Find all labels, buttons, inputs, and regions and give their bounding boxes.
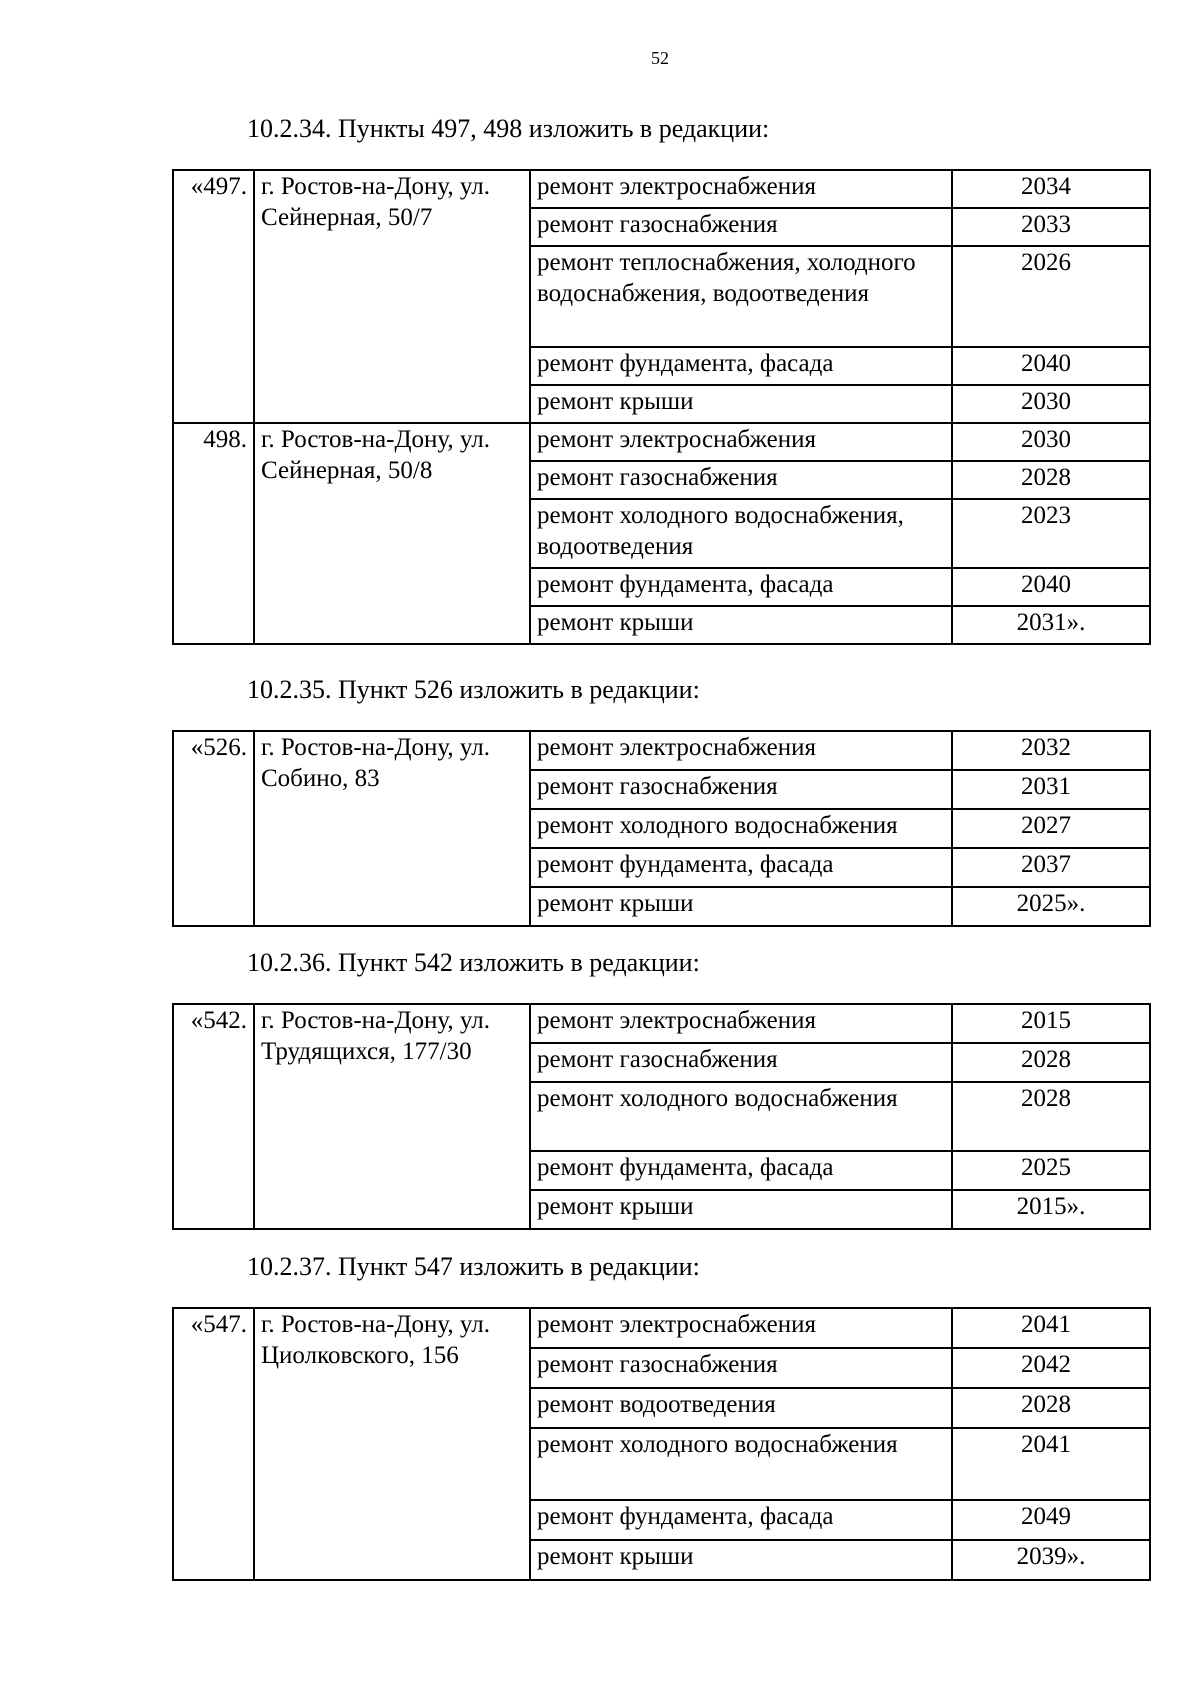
work-type: ремонт фундамента, фасада: [530, 568, 952, 606]
work-type: ремонт электроснабжения: [530, 170, 952, 208]
item-number: «526.: [173, 731, 254, 926]
work-type: ремонт фундамента, фасада: [530, 347, 952, 385]
item-address: г. Ростов-на-Дону, ул. Трудящихся, 177/30: [254, 1004, 530, 1229]
work-year: 2015».: [952, 1190, 1150, 1229]
work-type: ремонт газоснабжения: [530, 770, 952, 809]
work-year: 2030: [952, 423, 1150, 461]
work-year: 2028: [952, 1388, 1150, 1428]
work-year: 2023: [952, 499, 1150, 568]
item-number: «497.: [173, 170, 254, 423]
section-table: [172, 1307, 1151, 1581]
work-year: 2037: [952, 848, 1150, 887]
work-type: ремонт электроснабжения: [530, 423, 952, 461]
work-type: ремонт крыши: [530, 887, 952, 926]
work-type: ремонт теплоснабжения, холодного водоснабжения, водоотведения: [530, 246, 952, 347]
work-type: ремонт холодного водоснабжения: [530, 1428, 952, 1500]
work-type: ремонт газоснабжения: [530, 1348, 952, 1388]
item-number: «542.: [173, 1004, 254, 1229]
section-heading: 10.2.34. Пункты 497, 498 изложить в редакции:: [247, 114, 770, 143]
item-number: «547.: [173, 1308, 254, 1580]
item-address: г. Ростов-на-Дону, ул. Циолковского, 156: [254, 1308, 530, 1580]
work-type: ремонт электроснабжения: [530, 731, 952, 770]
work-type: ремонт электроснабжения: [530, 1004, 952, 1043]
section-table: [172, 1003, 1151, 1230]
work-type: ремонт холодного водоснабжения, водоотведения: [530, 499, 952, 568]
work-year: 2032: [952, 731, 1150, 770]
work-year: 2025: [952, 1151, 1150, 1190]
item-address: г. Ростов-на-Дону, ул. Собино, 83: [254, 731, 530, 926]
section-table: [172, 169, 1151, 645]
work-year: 2025».: [952, 887, 1150, 926]
work-type: ремонт фундамента, фасада: [530, 1151, 952, 1190]
table-row: [173, 170, 1150, 208]
work-type: ремонт крыши: [530, 606, 952, 644]
work-year: 2027: [952, 809, 1150, 848]
work-type: ремонт электроснабжения: [530, 1308, 952, 1348]
work-year: 2049: [952, 1500, 1150, 1540]
work-type: ремонт водоотведения: [530, 1388, 952, 1428]
work-year: 2026: [952, 246, 1150, 347]
item-address: г. Ростов-на-Дону, ул. Сейнерная, 50/8: [254, 423, 530, 644]
work-year: 2015: [952, 1004, 1150, 1043]
work-year: 2041: [952, 1308, 1150, 1348]
table-row: [173, 1004, 1150, 1043]
table-row: [173, 423, 1150, 461]
work-year: 2028: [952, 461, 1150, 499]
work-year: 2028: [952, 1082, 1150, 1151]
work-type: ремонт фундамента, фасада: [530, 848, 952, 887]
work-type: ремонт крыши: [530, 1540, 952, 1580]
work-year: 2030: [952, 385, 1150, 423]
work-type: ремонт газоснабжения: [530, 461, 952, 499]
work-year: 2031: [952, 770, 1150, 809]
work-type: ремонт газоснабжения: [530, 1043, 952, 1082]
work-type: ремонт холодного водоснабжения: [530, 809, 952, 848]
table-row: [173, 1308, 1150, 1348]
work-year: 2040: [952, 347, 1150, 385]
item-number: 498.: [173, 423, 254, 644]
work-year: 2039».: [952, 1540, 1150, 1580]
work-year: 2028: [952, 1043, 1150, 1082]
item-address: г. Ростов-на-Дону, ул. Сейнерная, 50/7: [254, 170, 530, 423]
work-year: 2033: [952, 208, 1150, 246]
work-type: ремонт крыши: [530, 1190, 952, 1229]
page-number: 52: [651, 48, 669, 68]
section-heading: 10.2.37. Пункт 547 изложить в редакции:: [247, 1252, 700, 1281]
section-table: [172, 730, 1151, 927]
work-year: 2041: [952, 1428, 1150, 1500]
table-row: [173, 731, 1150, 770]
section-heading: 10.2.36. Пункт 542 изложить в редакции:: [247, 948, 700, 977]
work-type: ремонт газоснабжения: [530, 208, 952, 246]
work-year: 2040: [952, 568, 1150, 606]
work-type: ремонт холодного водоснабжения: [530, 1082, 952, 1151]
work-type: ремонт крыши: [530, 385, 952, 423]
work-year: 2042: [952, 1348, 1150, 1388]
work-type: ремонт фундамента, фасада: [530, 1500, 952, 1540]
work-year: 2031».: [952, 606, 1150, 644]
section-heading: 10.2.35. Пункт 526 изложить в редакции:: [247, 675, 700, 704]
work-year: 2034: [952, 170, 1150, 208]
